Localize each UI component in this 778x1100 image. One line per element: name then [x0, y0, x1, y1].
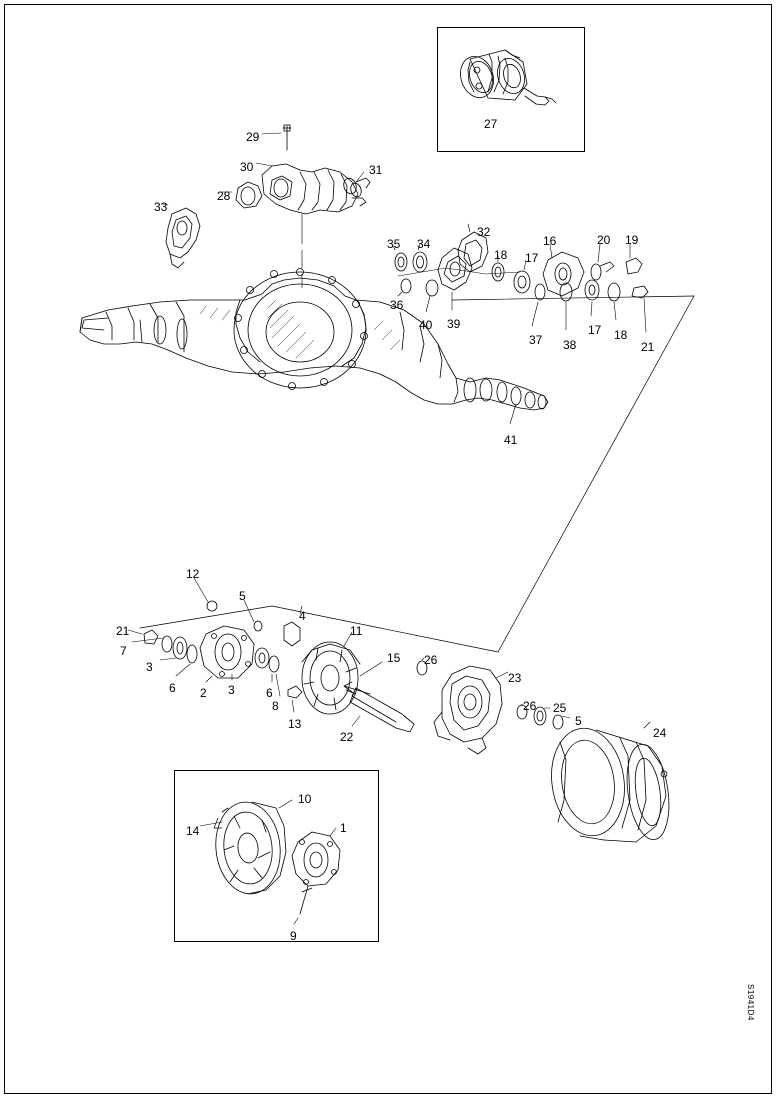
- callout-33: 33: [154, 200, 168, 214]
- inset-box-27: [437, 27, 585, 152]
- callout-21b: 21: [116, 624, 130, 638]
- callout-25: 25: [553, 701, 567, 715]
- callout-18b: 18: [614, 328, 628, 342]
- callout-36: 36: [390, 298, 404, 312]
- callout-12: 12: [186, 567, 200, 581]
- callout-29: 29: [246, 130, 260, 144]
- inset-box-bottom-left: [174, 770, 379, 942]
- callout-22: 22: [340, 730, 354, 744]
- callout-16: 16: [543, 234, 557, 248]
- callout-18: 18: [494, 248, 508, 262]
- callout-30: 30: [240, 160, 254, 174]
- callout-5: 5: [239, 589, 246, 603]
- callout-1: 1: [340, 821, 347, 835]
- callout-23: 23: [508, 671, 522, 685]
- callout-13: 13: [288, 717, 302, 731]
- callout-14: 14: [186, 824, 200, 838]
- callout-38: 38: [563, 338, 577, 352]
- callout-32: 32: [477, 225, 491, 239]
- callout-21: 21: [641, 340, 655, 354]
- callout-27: 27: [484, 117, 498, 131]
- callout-39: 39: [447, 317, 461, 331]
- callout-17: 17: [525, 251, 539, 265]
- callout-20: 20: [597, 233, 611, 247]
- callout-24: 24: [653, 726, 667, 740]
- callout-17b: 17: [588, 323, 602, 337]
- callout-5b: 5: [575, 714, 582, 728]
- page-border: [4, 4, 772, 1094]
- callout-26: 26: [424, 653, 438, 667]
- callout-6: 6: [169, 681, 176, 695]
- callout-10: 10: [298, 792, 312, 806]
- callout-41: 41: [504, 433, 518, 447]
- callout-31: 31: [369, 163, 383, 177]
- callout-4: 4: [299, 609, 306, 623]
- callout-26b: 26: [523, 699, 537, 713]
- callout-9: 9: [290, 929, 297, 943]
- callout-8: 8: [272, 699, 279, 713]
- callout-37: 37: [529, 333, 543, 347]
- callout-3: 3: [146, 660, 153, 674]
- callout-3b: 3: [228, 683, 235, 697]
- callout-11: 11: [350, 624, 363, 638]
- drawing-code: S1941D4: [746, 984, 755, 1021]
- callout-35: 35: [387, 237, 401, 251]
- callout-28: 28: [217, 189, 231, 203]
- callout-2: 2: [200, 686, 207, 700]
- callout-40: 40: [419, 318, 433, 332]
- callout-19: 19: [625, 233, 639, 247]
- callout-7: 7: [120, 644, 127, 658]
- callout-34: 34: [417, 237, 431, 251]
- callout-6b: 6: [266, 686, 273, 700]
- callout-15: 15: [387, 651, 401, 665]
